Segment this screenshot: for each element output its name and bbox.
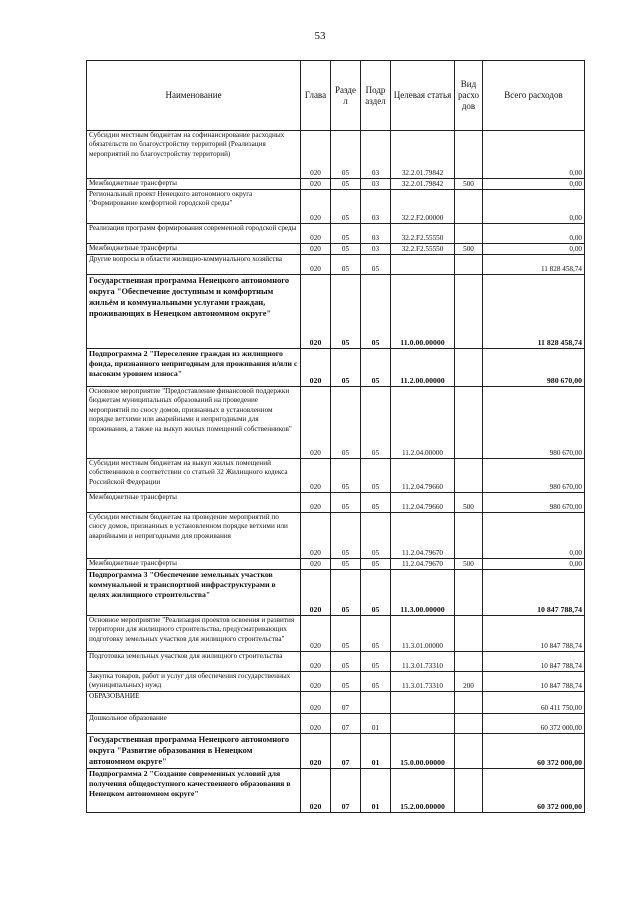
cell-total: 0,00 <box>483 190 585 224</box>
cell-vid <box>455 734 483 769</box>
table-row <box>87 349 585 387</box>
cell-target: 11.3.01.73310 <box>391 672 455 692</box>
cell-total: 0,00 <box>483 559 585 570</box>
cell-name: Подпрограмма 2 "Переселение граждан из жилищного фонда, признанного непригодным для проживания и/или с высоким уровнем износа" <box>87 349 301 387</box>
cell-target: 11.3.01.00000 <box>391 616 455 652</box>
cell-razdel: 05 <box>331 190 361 224</box>
cell-razdel: 05 <box>331 387 361 459</box>
cell-total: 10 847 788,74 <box>483 652 585 672</box>
cell-name: Межбюджетные трансферты <box>87 244 301 255</box>
cell-podrazdel: 01 <box>361 714 391 734</box>
cell-podrazdel: 03 <box>361 131 391 179</box>
table-row <box>87 559 585 570</box>
cell-total: 0,00 <box>483 244 585 255</box>
cell-name: Межбюджетные трансферты <box>87 559 301 570</box>
cell-total: 60 411 750,00 <box>483 692 585 714</box>
header-total: Всего расходов <box>483 61 585 131</box>
cell-podrazdel: 01 <box>361 769 391 813</box>
cell-podrazdel: 05 <box>361 255 391 275</box>
cell-podrazdel: 05 <box>361 459 391 493</box>
cell-target: 32.2.F2.55550 <box>391 224 455 244</box>
cell-name: Реализация программ формирования современной городской среды <box>87 224 301 244</box>
cell-podrazdel: 05 <box>361 616 391 652</box>
cell-podrazdel: 05 <box>361 652 391 672</box>
cell-glava: 020 <box>301 190 331 224</box>
cell-vid <box>455 692 483 714</box>
cell-razdel: 07 <box>331 692 361 714</box>
cell-glava: 020 <box>301 493 331 513</box>
table-row <box>87 244 585 255</box>
cell-target <box>391 714 455 734</box>
cell-name: Межбюджетные трансферты <box>87 493 301 513</box>
cell-glava: 020 <box>301 244 331 255</box>
cell-glava: 020 <box>301 513 331 559</box>
table-row <box>87 672 585 692</box>
table-row <box>87 275 585 349</box>
cell-total: 10 847 788,74 <box>483 672 585 692</box>
cell-target <box>391 255 455 275</box>
cell-name: Государственная программа Ненецкого автономного округа "Развитие образования в Ненецком автономном округе" <box>87 734 301 769</box>
cell-glava: 020 <box>301 459 331 493</box>
cell-target: 32.2.01.79842 <box>391 179 455 190</box>
cell-razdel: 05 <box>331 131 361 179</box>
cell-glava: 020 <box>301 734 331 769</box>
cell-razdel: 05 <box>331 672 361 692</box>
table-row <box>87 190 585 224</box>
cell-total: 11 828 458,74 <box>483 255 585 275</box>
cell-name: Подготовка земельных участков для жилищного строительства <box>87 652 301 672</box>
cell-podrazdel: 05 <box>361 559 391 570</box>
cell-vid: 200 <box>455 672 483 692</box>
cell-total: 980 670,00 <box>483 493 585 513</box>
cell-podrazdel: 05 <box>361 275 391 349</box>
cell-podrazdel: 05 <box>361 672 391 692</box>
cell-name: Межбюджетные трансферты <box>87 179 301 190</box>
cell-razdel: 05 <box>331 513 361 559</box>
cell-vid <box>455 714 483 734</box>
cell-podrazdel: 05 <box>361 349 391 387</box>
cell-vid <box>455 131 483 179</box>
cell-podrazdel: 03 <box>361 244 391 255</box>
cell-name: ОБРАЗОВАНИЕ <box>87 692 301 714</box>
cell-name: Подпрограмма 3 "Обеспечение земельных участков коммунальной и транспортной инфраструктурами в целях жилищного строительства" <box>87 570 301 616</box>
cell-razdel: 05 <box>331 179 361 190</box>
cell-total: 0,00 <box>483 224 585 244</box>
cell-podrazdel: 05 <box>361 493 391 513</box>
cell-glava: 020 <box>301 652 331 672</box>
cell-podrazdel <box>361 692 391 714</box>
cell-glava: 020 <box>301 255 331 275</box>
cell-glava: 020 <box>301 714 331 734</box>
cell-name: Государственная программа Ненецкого автономного округа "Обеспечение доступным и комфортным жильём и коммунальными услугами граждан, проживающих в Ненецком автономном округе" <box>87 275 301 349</box>
cell-vid <box>455 387 483 459</box>
page-number: 53 <box>314 30 326 42</box>
cell-vid <box>455 275 483 349</box>
table-row <box>87 179 585 190</box>
cell-podrazdel: 03 <box>361 179 391 190</box>
cell-vid <box>455 349 483 387</box>
table-header-row <box>87 61 585 131</box>
table-row <box>87 387 585 459</box>
cell-target: 32.2.F2.00000 <box>391 190 455 224</box>
cell-glava: 020 <box>301 131 331 179</box>
cell-vid <box>455 190 483 224</box>
cell-total: 11 828 458,74 <box>483 275 585 349</box>
cell-razdel: 05 <box>331 255 361 275</box>
table-row <box>87 493 585 513</box>
cell-total: 10 847 788,74 <box>483 616 585 652</box>
cell-total: 980 670,00 <box>483 387 585 459</box>
cell-target: 11.2.04.00000 <box>391 387 455 459</box>
cell-total: 60 372 000,00 <box>483 769 585 813</box>
table-row <box>87 714 585 734</box>
cell-podrazdel: 03 <box>361 190 391 224</box>
cell-vid <box>455 513 483 559</box>
cell-glava: 020 <box>301 224 331 244</box>
cell-target: 32.2.01.79842 <box>391 131 455 179</box>
cell-target: 11.2.04.79660 <box>391 459 455 493</box>
table-row <box>87 692 585 714</box>
cell-razdel: 05 <box>331 493 361 513</box>
cell-target: 15.2.00.00000 <box>391 769 455 813</box>
cell-target: 11.0.00.00000 <box>391 275 455 349</box>
cell-target: 15.0.00.00000 <box>391 734 455 769</box>
cell-total: 60 372 000,00 <box>483 734 585 769</box>
cell-vid <box>455 616 483 652</box>
cell-glava: 020 <box>301 616 331 652</box>
table-row <box>87 769 585 813</box>
cell-target: 11.2.04.79660 <box>391 493 455 513</box>
cell-target: 32.2.F2.55550 <box>391 244 455 255</box>
cell-razdel: 05 <box>331 459 361 493</box>
cell-vid <box>455 570 483 616</box>
cell-vid: 500 <box>455 559 483 570</box>
cell-vid <box>455 652 483 672</box>
cell-razdel: 07 <box>331 714 361 734</box>
cell-target: 11.3.00.00000 <box>391 570 455 616</box>
cell-glava: 020 <box>301 672 331 692</box>
cell-target: 11.2.04.79670 <box>391 559 455 570</box>
cell-target: 11.2.04.79670 <box>391 513 455 559</box>
cell-razdel: 07 <box>331 734 361 769</box>
cell-vid <box>455 769 483 813</box>
cell-razdel: 05 <box>331 224 361 244</box>
cell-total: 60 372 000,00 <box>483 714 585 734</box>
cell-podrazdel: 01 <box>361 734 391 769</box>
budget-table <box>86 60 585 813</box>
header-vid: Вид расхо дов <box>455 61 483 131</box>
cell-target: 11.3.01.73310 <box>391 652 455 672</box>
cell-total: 0,00 <box>483 513 585 559</box>
header-glava: Глава <box>301 61 331 131</box>
cell-glava: 020 <box>301 570 331 616</box>
cell-name: Субсидии местным бюджетам на проведение мероприятий по сносу домов, признанных в установленном порядке ветхими или аварийными и непригодными для проживания <box>87 513 301 559</box>
cell-vid: 500 <box>455 244 483 255</box>
cell-target: 11.2.00.00000 <box>391 349 455 387</box>
cell-name: Дошкольное образование <box>87 714 301 734</box>
table-row <box>87 224 585 244</box>
cell-glava: 020 <box>301 275 331 349</box>
cell-glava: 020 <box>301 559 331 570</box>
cell-glava: 020 <box>301 179 331 190</box>
cell-total: 980 670,00 <box>483 459 585 493</box>
cell-razdel: 05 <box>331 652 361 672</box>
header-razdel: Разде л <box>331 61 361 131</box>
table-row <box>87 570 585 616</box>
cell-razdel: 05 <box>331 570 361 616</box>
cell-name: Основное мероприятие "Предоставление финансовой поддержки бюджетам муниципальных образований на проведение мероприятий по сносу домов, признанных в установленном порядке ветхими или аварийными и непригодными для проживания, а также на выкуп жилых помещений собственников" <box>87 387 301 459</box>
cell-glava: 020 <box>301 692 331 714</box>
table-row <box>87 734 585 769</box>
cell-name: Другие вопросы в области жилищно-коммунального хозяйства <box>87 255 301 275</box>
cell-vid: 500 <box>455 179 483 190</box>
cell-razdel: 05 <box>331 559 361 570</box>
header-target: Целевая статья <box>391 61 455 131</box>
cell-podrazdel: 03 <box>361 224 391 244</box>
cell-total: 980 670,00 <box>483 349 585 387</box>
cell-name: Закупка товаров, работ и услуг для обеспечения государственных (муниципальных) нужд <box>87 672 301 692</box>
cell-name: Подпрограмма 2 "Создание современных условий для получения общедоступного качественного образования в Ненецком автономном округе" <box>87 769 301 813</box>
cell-target <box>391 692 455 714</box>
cell-vid <box>455 459 483 493</box>
cell-vid <box>455 224 483 244</box>
table-row <box>87 616 585 652</box>
cell-glava: 020 <box>301 769 331 813</box>
header-name: Наименование <box>87 61 301 131</box>
header-podrazdel: Подр аздел <box>361 61 391 131</box>
cell-podrazdel: 05 <box>361 387 391 459</box>
cell-name: Региональный проект Ненецкого автономного округа "Формирование комфортной городской среды" <box>87 190 301 224</box>
table-row <box>87 459 585 493</box>
cell-razdel: 05 <box>331 244 361 255</box>
cell-name: Основное мероприятие "Реализация проектов освоения и развития территории для жилищного строительства, предусматривающих подготовку земельных участков для жилищного строительства" <box>87 616 301 652</box>
table-row <box>87 652 585 672</box>
cell-podrazdel: 05 <box>361 570 391 616</box>
cell-glava: 020 <box>301 387 331 459</box>
cell-total: 0,00 <box>483 131 585 179</box>
table-row <box>87 255 585 275</box>
cell-razdel: 07 <box>331 769 361 813</box>
cell-total: 10 847 788,74 <box>483 570 585 616</box>
cell-vid <box>455 255 483 275</box>
cell-name: Субсидии местным бюджетам на выкуп жилых помещений собственников в соответствии со статьей 32 Жилищного кодекса Российской Федерации <box>87 459 301 493</box>
cell-razdel: 05 <box>331 349 361 387</box>
cell-vid: 500 <box>455 493 483 513</box>
cell-razdel: 05 <box>331 275 361 349</box>
table-row <box>87 131 585 179</box>
cell-podrazdel: 05 <box>361 513 391 559</box>
cell-name: Субсидии местным бюджетам на софинансирование расходных обязательств по благоустройству территорий (Реализация мероприятий по благоустройству территорий) <box>87 131 301 179</box>
cell-razdel: 05 <box>331 616 361 652</box>
cell-glava: 020 <box>301 349 331 387</box>
table-row <box>87 513 585 559</box>
cell-total: 0,00 <box>483 179 585 190</box>
